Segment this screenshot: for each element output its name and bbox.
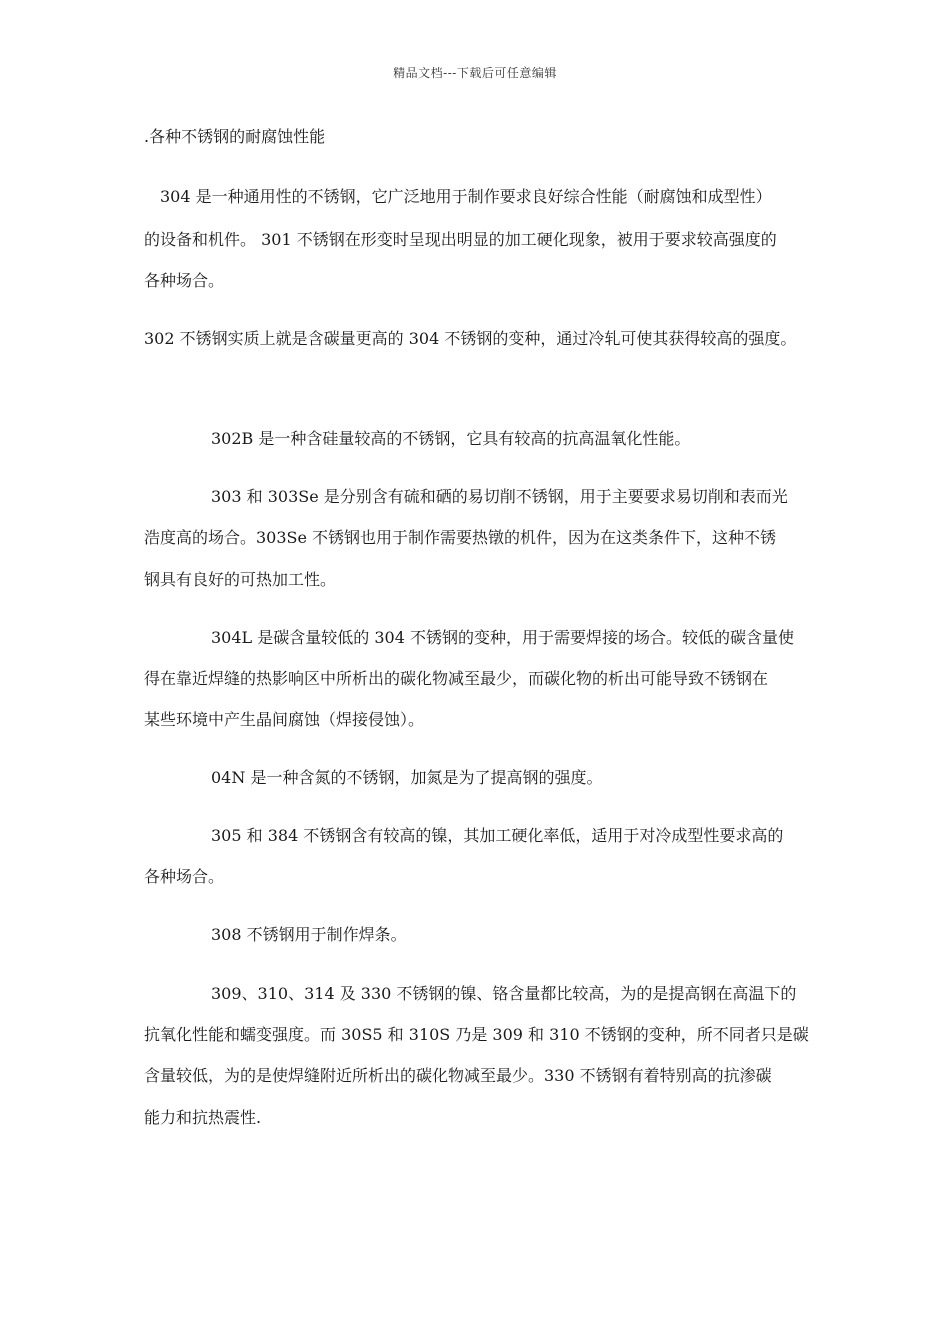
section-title: .各种不锈钢的耐腐蚀性能 bbox=[144, 127, 326, 146]
text-line: 各种场合。 bbox=[144, 867, 225, 886]
text-line: 含量较低，为的是使焊缝附近所析出的碳化物减至最少。330 不锈钢有着特别高的抗渗碳 bbox=[144, 1066, 772, 1085]
text-line: 304 是一种通用性的不锈钢，它广泛地用于制作要求良好综合性能（耐腐蚀和成型性） bbox=[160, 187, 772, 206]
text-line: 的设备和机件。 301 不锈钢在形变时呈现出明显的加工硬化现象，被用于要求较高强度的 bbox=[144, 230, 777, 249]
text-line: 308 不锈钢用于制作焊条。 bbox=[211, 925, 407, 944]
text-line: 305 和 384 不锈钢含有较高的镍，其加工硬化率低，适用于对冷成型性要求高的 bbox=[211, 826, 784, 845]
text-line: 浩度高的场合。303Se 不锈钢也用于制作需要热镦的机件，因为在这类条件下，这种不锈 bbox=[144, 528, 777, 547]
text-line: 得在靠近焊缝的热影响区中所析出的碳化物减至最少，而碳化物的析出可能导致不锈钢在 bbox=[144, 669, 769, 688]
page-header: 精品文档---下载后可任意编辑 bbox=[393, 66, 557, 80]
text-line: 302 不锈钢实质上就是含碳量更高的 304 不锈钢的变种，通过冷轧可使其获得较高的强度。 bbox=[144, 329, 797, 348]
text-line: 钢具有良好的可热加工性。 bbox=[144, 570, 337, 589]
text-line: 某些环境中产生晶间腐蚀（焊接侵蚀）。 bbox=[144, 710, 425, 729]
text-line: 能力和抗热震性. bbox=[144, 1108, 262, 1127]
text-line: 抗氧化性能和蠕变强度。而 30S5 和 310S 乃是 309 和 310 不锈钢的变种，所不同者只是碳 bbox=[144, 1025, 809, 1044]
text-line: 302B 是一种含硅量较高的不锈钢，它具有较高的抗高温氧化性能。 bbox=[211, 429, 691, 448]
text-line: 304L 是碳含量较低的 304 不锈钢的变种，用于需要焊接的场合。较低的碳含量使 bbox=[211, 628, 794, 647]
text-line: 04N 是一种含氮的不锈钢，加氮是为了提高钢的强度。 bbox=[211, 768, 603, 787]
text-line: 303 和 303Se 是分别含有硫和硒的易切削不锈钢，用于主要要求易切削和表而光 bbox=[211, 487, 788, 506]
text-line: 各种场合。 bbox=[144, 271, 225, 290]
text-line: 309、310、314 及 330 不锈钢的镍、铬含量都比较高，为的是提高钢在高温下的 bbox=[211, 984, 797, 1003]
